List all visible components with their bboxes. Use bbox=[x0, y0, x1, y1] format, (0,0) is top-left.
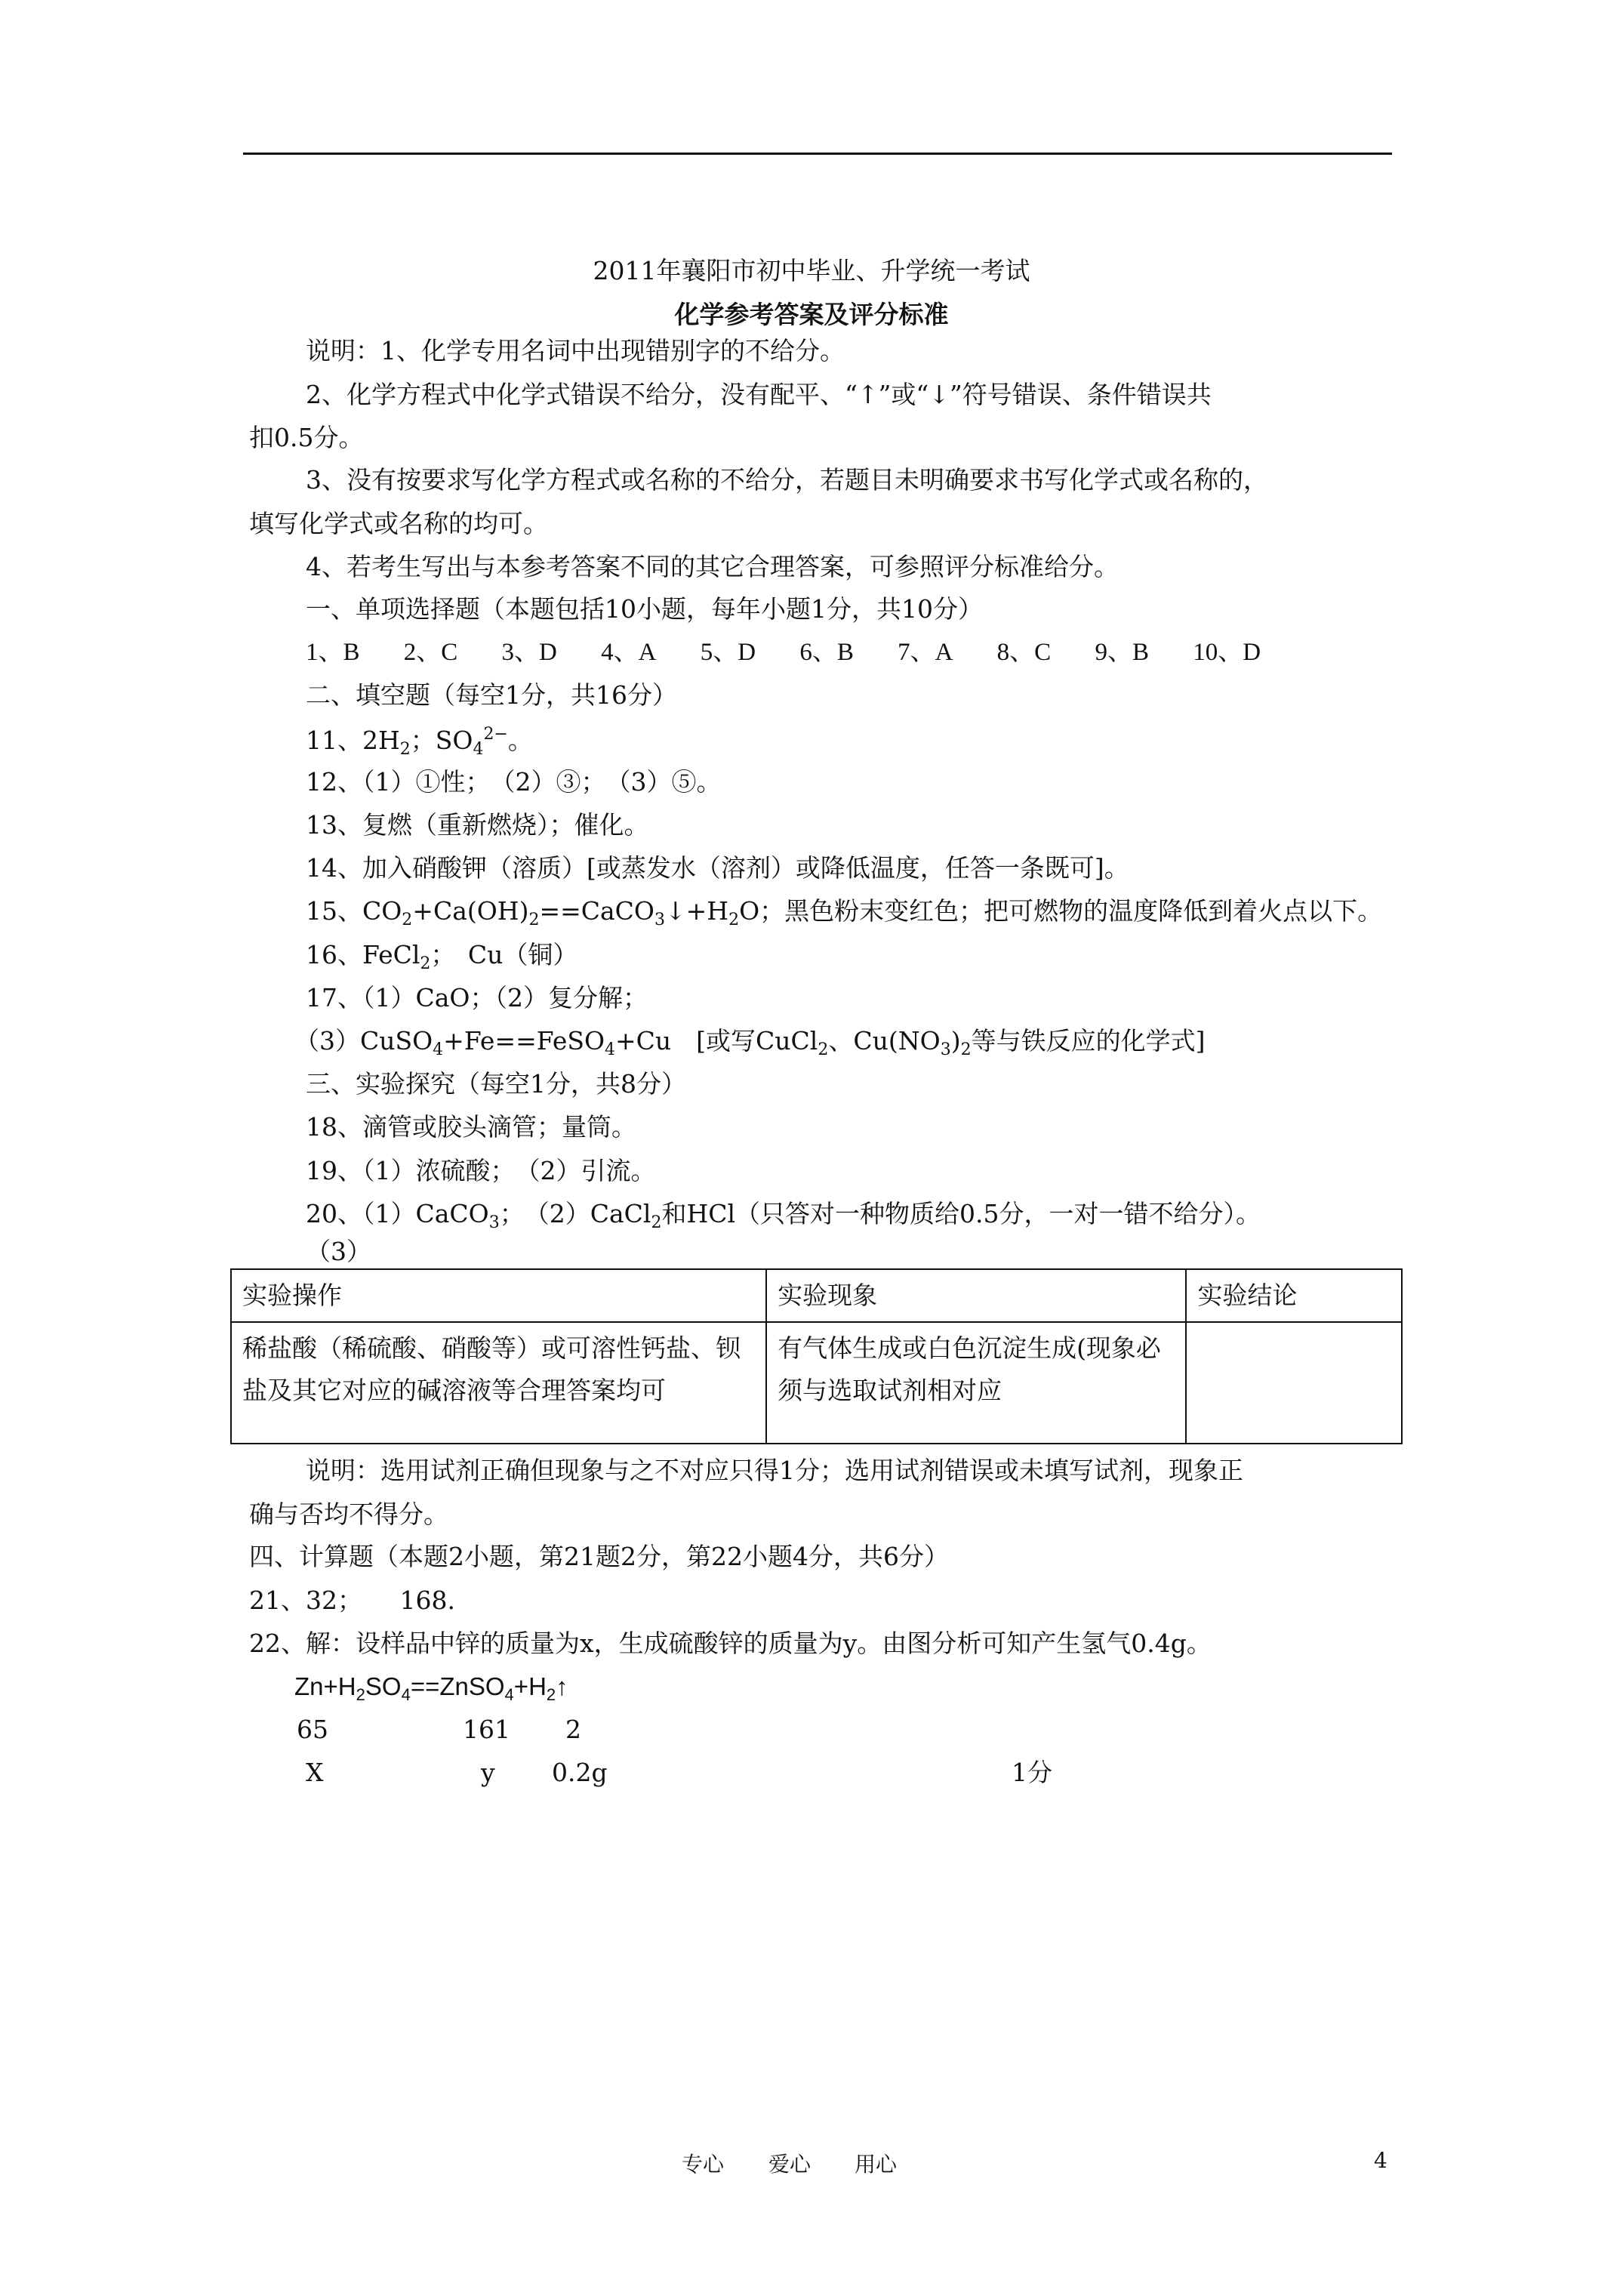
answer-11-text: 。 bbox=[507, 726, 533, 755]
reaction-equation bbox=[294, 1674, 568, 1703]
footer-motto-3: 用心 bbox=[855, 2152, 898, 2177]
answer-17-text: （3）CuSO bbox=[294, 1026, 433, 1056]
hydrogen-mass: 0.2g bbox=[552, 1758, 608, 1787]
answer-15 bbox=[306, 898, 1382, 929]
subscript: 2 bbox=[546, 1685, 556, 1704]
subscript: 2 bbox=[399, 740, 411, 759]
section-3-heading: 三、实验探究（每空1分，共8分） bbox=[306, 1069, 686, 1099]
subscript: 4 bbox=[401, 1685, 411, 1704]
subscript: 2 bbox=[528, 911, 540, 929]
answer-15-text: ↓+H bbox=[664, 896, 729, 926]
answer-22: 22、解：设样品中锌的质量为x，生成硫酸锌的质量为y。由图分析可知产生氢气0.4g。 bbox=[249, 1629, 1212, 1658]
subscript: 2 bbox=[651, 1213, 662, 1232]
answer-15-text: O；黑色粉末变红色；把可燃物的温度降低到着火点以下。 bbox=[739, 896, 1383, 926]
molar-mass-zn: 65 bbox=[297, 1715, 328, 1744]
answer-12: 12、（1）①性； （2）③； （3）⑤。 bbox=[306, 767, 722, 797]
score-mark: 1分 bbox=[1012, 1758, 1052, 1787]
table-cell-phenomenon: 有气体生成或白色沉淀生成(现象必须与选取试剂相对应 bbox=[766, 1322, 1186, 1444]
answer-18: 18、滴管或胶头滴管；量筒。 bbox=[306, 1112, 636, 1142]
unknown-y: y bbox=[481, 1758, 495, 1787]
choice-answer: 7、A bbox=[898, 639, 953, 666]
answer-17-text: +Cu [或写CuCl bbox=[615, 1026, 818, 1056]
answer-20 bbox=[306, 1201, 1261, 1231]
answer-20-text: ； （2）CaCl bbox=[499, 1199, 651, 1228]
note-2-line-1: 2、化学方程式中化学式错误不给分，没有配平、“↑”或“↓”符号错误、条件错误共 bbox=[306, 380, 1212, 409]
choice-answer: 8、C bbox=[996, 639, 1052, 666]
footer-motto-2: 爱心 bbox=[768, 2152, 812, 2177]
answer-16-text: ； Cu（铜） bbox=[430, 940, 578, 969]
note-1: 说明：1、化学专用名词中出现错别字的不给分。 bbox=[306, 336, 845, 365]
section-2-heading: 二、填空题（每空1分，共16分） bbox=[306, 680, 677, 710]
subscript: 2 bbox=[420, 954, 431, 973]
subscript: 2 bbox=[402, 911, 413, 929]
choice-answer: 1、B bbox=[306, 639, 360, 666]
choice-answer: 6、B bbox=[799, 639, 854, 666]
answer-16 bbox=[306, 942, 577, 972]
molar-mass-znso4: 161 bbox=[463, 1715, 510, 1744]
exam-title: 2011年襄阳市初中毕业、升学统一考试 bbox=[593, 256, 1030, 285]
subscript: 2 bbox=[818, 1040, 829, 1059]
note-3-line-2: 填写化学式或名称的均可。 bbox=[249, 509, 548, 538]
answer-21: 21、32； 168. bbox=[249, 1586, 455, 1615]
choice-answer: 2、C bbox=[403, 639, 458, 666]
answer-11-text: ；SO bbox=[410, 726, 473, 755]
subscript: 2 bbox=[728, 911, 740, 929]
choice-answer: 10、D bbox=[1193, 639, 1261, 666]
section-4-heading: 四、计算题（本题2小题，第21题2分，第22小题4分，共6分） bbox=[249, 1542, 949, 1571]
answer-15-text: ==CaCO bbox=[539, 896, 654, 926]
table-header-row bbox=[231, 1269, 1402, 1322]
note-2-line-2: 扣0.5分。 bbox=[249, 423, 364, 452]
table-row bbox=[231, 1322, 1402, 1444]
subscript: 3 bbox=[654, 911, 665, 929]
answer-13: 13、复燃（重新燃烧）；催化。 bbox=[306, 810, 649, 840]
answer-17-text: 等与铁反应的化学式] bbox=[971, 1026, 1206, 1056]
answer-20-text: 20、（1）CaCO bbox=[306, 1199, 489, 1228]
table-header: 实验结论 bbox=[1186, 1269, 1402, 1322]
answer-15-text: +Ca(OH) bbox=[412, 896, 529, 926]
superscript: 2− bbox=[483, 725, 508, 744]
equation-text: SO bbox=[365, 1672, 402, 1700]
answer-key-title: 化学参考答案及评分标准 bbox=[674, 300, 949, 329]
answer-16-text: 16、FeCl bbox=[306, 940, 420, 969]
equation-text: Zn+H bbox=[294, 1672, 356, 1700]
answer-11-text: 11、2H bbox=[306, 726, 400, 755]
subscript: 4 bbox=[433, 1040, 444, 1059]
subscript: 4 bbox=[473, 740, 484, 759]
page-number: 4 bbox=[1374, 2148, 1387, 2173]
unknown-x: X bbox=[306, 1758, 324, 1787]
equation-text: ↑ bbox=[556, 1672, 568, 1700]
header-rule bbox=[243, 153, 1392, 155]
subscript: 3 bbox=[940, 1040, 951, 1059]
answer-15-text: 15、CO bbox=[306, 896, 402, 926]
answer-17-text: +Fe==FeSO bbox=[443, 1026, 605, 1056]
experiment-note-line-1: 说明：选用试剂正确但现象与之不对应只得1分；选用试剂错误或未填写试剂，现象正 bbox=[306, 1456, 1243, 1485]
answer-19: 19、（1）浓硫酸； （2）引流。 bbox=[306, 1156, 656, 1185]
choice-answers bbox=[306, 640, 1261, 665]
answer-17-line-1: 17、（1）CaO；（2）复分解； bbox=[306, 983, 648, 1012]
choice-answer: 9、B bbox=[1095, 639, 1149, 666]
subscript: 2 bbox=[960, 1040, 972, 1059]
answer-17-text: ) bbox=[950, 1026, 961, 1056]
subscript: 4 bbox=[605, 1040, 616, 1059]
footer-motto-1: 专心 bbox=[682, 2152, 725, 2177]
subscript: 2 bbox=[356, 1685, 365, 1704]
equation-text: ==ZnSO bbox=[410, 1672, 505, 1700]
experiment-note-line-2: 确与否均不得分。 bbox=[249, 1499, 448, 1529]
choice-answer: 4、A bbox=[601, 639, 657, 666]
note-4: 4、若考生写出与本参考答案不同的其它合理答案，可参照评分标准给分。 bbox=[306, 552, 1119, 581]
answer-20-text: 和HCl（只答对一种物质给0.5分，一对一错不给分）。 bbox=[661, 1199, 1261, 1228]
table-cell-conclusion bbox=[1186, 1322, 1402, 1444]
table-header: 实验现象 bbox=[766, 1269, 1186, 1322]
experiment-table bbox=[230, 1268, 1403, 1444]
subscript: 3 bbox=[488, 1213, 500, 1232]
answer-17-text: 、Cu(NO bbox=[828, 1026, 941, 1056]
subscript: 4 bbox=[504, 1685, 514, 1704]
equation-text: +H bbox=[513, 1672, 547, 1700]
molar-mass-h2: 2 bbox=[565, 1715, 581, 1744]
note-3-line-1: 3、没有按要求写化学方程式或名称的不给分，若题目未明确要求书写化学式或名称的， bbox=[306, 465, 1268, 495]
table-header: 实验操作 bbox=[231, 1269, 766, 1322]
answer-11 bbox=[306, 726, 533, 758]
section-1-heading: 一、单项选择题（本题包括10小题，每年小题1分，共10分） bbox=[306, 594, 983, 624]
table-cell-operation: 稀盐酸（稀硫酸、硝酸等）或可溶性钙盐、钡盐及其它对应的碱溶液等合理答案均可 bbox=[231, 1322, 766, 1444]
choice-answer: 3、D bbox=[501, 639, 557, 666]
answer-20-part-3: （3） bbox=[306, 1237, 371, 1266]
answer-14: 14、加入硝酸钾（溶质）[或蒸发水（溶剂）或降低温度，任答一条既可]。 bbox=[306, 853, 1129, 883]
choice-answer: 5、D bbox=[700, 639, 756, 666]
answer-17-line-2 bbox=[294, 1028, 1205, 1059]
